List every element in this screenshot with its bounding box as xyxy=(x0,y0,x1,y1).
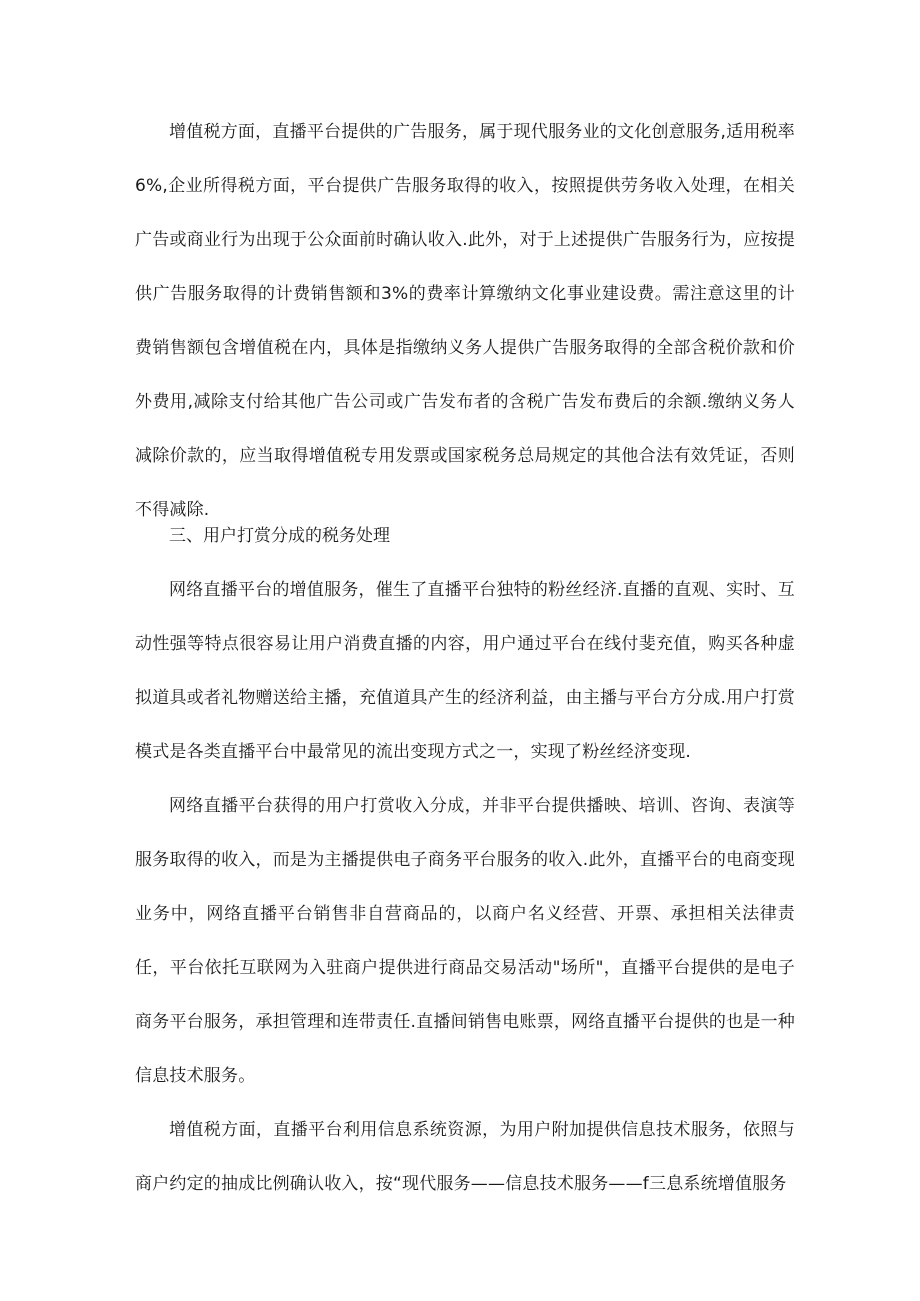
paragraph-fan-economy: 网络直播平台的增值服务，催生了直播平台独特的粉丝经济.直播的直观、实时、互动性强等特点很容易让用户消费直播的内容，用户通过平台在线付斐充值，购买各种虚拟道具或者礼物赠送给主播，充值道具产生的经济利益，由主播与平台方分成.用户打赏模式是各类直播平台中最常见的流出变现方式之一，实现了粉丝经济变现. xyxy=(135,580,795,762)
paragraph-vat-advertising: 增值税方面，直播平台提供的广告服务，属于现代服务业的文化创意服务,适用税率6%,企业所得税方面，平台提供广告服务取得的收入，按照提供劳务收入处理，在相关广告或商业行为出现于公众面前时确认收入.此外，对于上述提供广告服务行为，应按提供广告服务取得的计费销售额和3%的费率计算缴纳文化事业建设费。需注意这里的计费销售额包含增值税在内，具体是指缴纳义务人提供广告服务取得的全部含税价款和价外费用,减除支付给其他广告公司或广告发布者的含税广告发布费后的余额.缴纳义务人减除价款的，应当取得增值税专用发票或国家税务总局规定的其他合法有效凭证，否则不得减除. xyxy=(135,122,795,520)
paragraph-tipping-income: 网络直播平台获得的用户打赏收入分成，并非平台提供播映、培训、咨询、表演等服务取得的收入，而是为主播提供电子商务平台服务的收入.此外，直播平台的电商变现业务中，网络直播平台销售非自营商品的，以商户名义经营、开票、承担相关法律责任，平台依托互联网为入驻商户提供进行商品交易活动"场所"，直播平台提供的是电子商务平台服务，承担管理和连带责任.直播间销售电账票，网络直播平台提供的也是一种信息技术服务。 xyxy=(135,796,795,1086)
section-heading: 三、用户打赏分成的税务处理 xyxy=(169,526,390,546)
paragraph-vat-it-services: 增值税方面，直播平台利用信息系统资源，为用户附加提供信息技术服务，依照与商户约定的抽成比例确认收入，按“现代服务——信息技术服务——f三息系统增值服务 xyxy=(135,1120,795,1194)
